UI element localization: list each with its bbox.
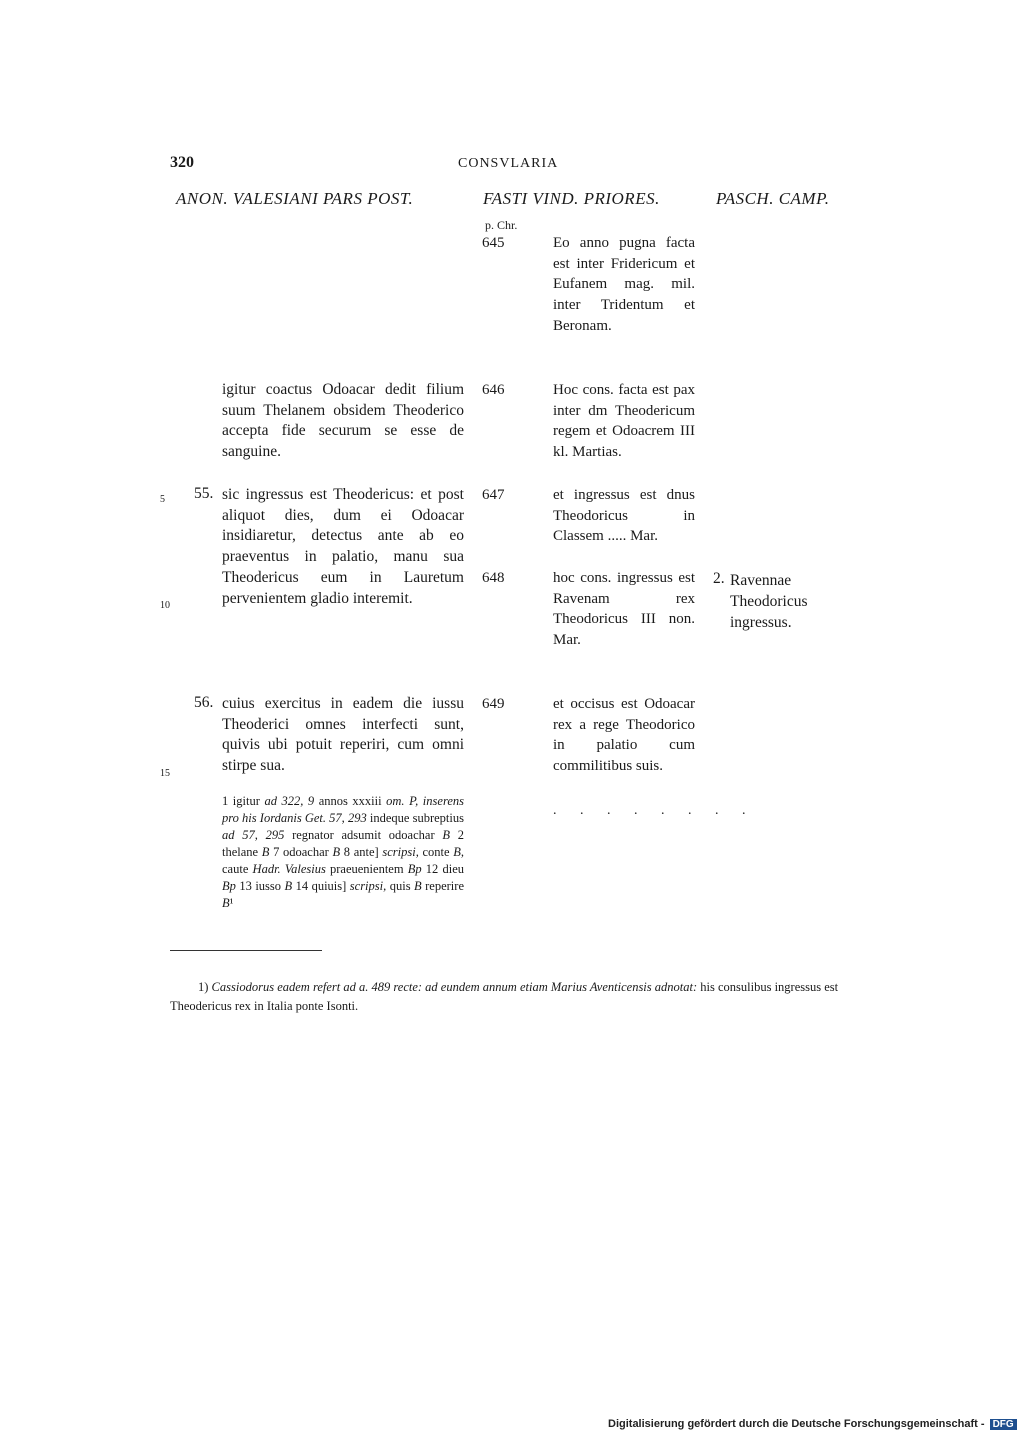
apparatus-segment: quis (386, 879, 415, 893)
anon-paragraph: cuius exercitus in eadem die iussu Theoderici omnes interfecti sunt, quivis ubi potuit reperiri, cum omni stirpe sua. (222, 695, 464, 775)
apparatus-segment: indeque subreptius (366, 811, 464, 825)
apparatus-segment: ad 57, 295 (222, 828, 285, 842)
pasch-entry: Ravennae Theodoricus ingressus. (730, 572, 808, 631)
column-head-fasti: FASTI VIND. PRIORES. (483, 189, 660, 208)
fasti-lacuna-dots: . . . . . . . . (553, 803, 756, 818)
footnote (170, 978, 842, 1016)
apparatus-segment: 1 igitur (222, 794, 265, 808)
fasti-entry: Eo anno pugna facta est inter Fridericum et Eufanem mag. mil. inter Tridentum et Beronam. (553, 235, 695, 334)
section-number: 55. (194, 485, 214, 502)
apparatus-segment: regnator adsumit odoachar (284, 828, 443, 842)
apparatus-segment: 12 dieu (421, 862, 465, 876)
line-number: 10 (160, 600, 170, 611)
apparatus-segment: om. P, inserens pro his Iordanis Get. 57, 293 (222, 794, 465, 825)
apparatus-segment: caute (222, 862, 253, 876)
fasti-entry: hoc cons. ingressus est Ravenam rex Theodoricus III non. Mar. (553, 570, 695, 649)
running-title: CONSVLARIA (458, 156, 559, 171)
apparatus-segment: 14 quiuis] (292, 879, 350, 893)
fasti-entry: et ingressus est dnus Theodoricus in Classem ..... Mar. (553, 487, 695, 545)
apparatus-segment: B (442, 828, 450, 842)
apparatus-segment: ¹ (229, 896, 234, 910)
apparatus-segment: B (332, 845, 341, 859)
line-number: 5 (160, 494, 165, 505)
apparatus-segment: B (414, 879, 422, 893)
footnote-segment: 1) (198, 980, 212, 994)
apparatus-segment: Bp (407, 862, 422, 876)
apparatus-segment: B, (453, 845, 464, 859)
fasti-era-label: p. Chr. (485, 218, 518, 232)
anon-paragraph: sic ingressus est Theodericus: et post aliquot dies, dum ei Odoacar insidiaretur, detectus ante ab eo praeventus in palatio, manu sua Theodericus eum in Lauretum pervenientem gladio interemit. (222, 486, 464, 607)
fasti-entry: et occisus est Odoacar rex a rege Theodorico in palatio cum commilitibus suis. (553, 696, 695, 775)
apparatus-segment: Hadr. Valesius (252, 862, 326, 876)
column-head-anon: ANON. VALESIANI PARS POST. (176, 189, 414, 208)
credit-text: Digitalisierung gefördert durch die Deutsche Forschungsgemeinschaft - (608, 1418, 985, 1430)
apparatus-segment: scripsi, (382, 845, 419, 859)
apparatus-segment: 2 thelane (222, 828, 464, 859)
apparatus-segment: B (284, 879, 293, 893)
apparatus-segment: 8 ante] (340, 845, 383, 859)
footnote-rule (170, 950, 322, 951)
fasti-entry: Hoc cons. facta est pax inter dm Theodericum regem et Odoacrem III kl. Martias. (553, 382, 695, 461)
fasti-year: 649 (482, 696, 505, 712)
apparatus-segment: scripsi, (349, 879, 387, 893)
page-number: 320 (170, 154, 194, 171)
apparatus-segment: reperire (421, 879, 464, 893)
apparatus-segment: B (261, 845, 270, 859)
section-number: 56. (194, 694, 214, 711)
apparatus-segment: 13 iusso (235, 879, 285, 893)
critical-apparatus (222, 793, 464, 912)
footnote-segment: his consulibus ingressus est Theodericus rex in Italia ponte Isonti. (170, 980, 839, 1013)
apparatus-segment: conte (418, 845, 454, 859)
apparatus-segment: 7 odoachar (269, 845, 333, 859)
pasch-number: 2. (713, 570, 725, 587)
fasti-year: 647 (482, 487, 505, 503)
line-number: 15 (160, 768, 170, 779)
apparatus-segment: annos xxxiii (314, 794, 387, 808)
anon-paragraph: igitur coactus Odoacar dedit filium suum Thelanem obsidem Theoderico accepta fide securum se esse de sanguine. (222, 381, 464, 461)
digitization-credit (608, 1418, 1017, 1430)
fasti-year: 646 (482, 382, 505, 398)
dfg-logo: DFG (990, 1419, 1017, 1430)
apparatus-segment: Bp (222, 879, 236, 893)
apparatus-segment: ad 322, 9 (264, 794, 315, 808)
footnote-segment: Cassiodorus eadem refert ad a. 489 recte: ad eundem annum etiam Marius Aventicensis adnotat: (211, 980, 698, 994)
fasti-year: 645 (482, 235, 505, 251)
apparatus-segment: praeuenientem (325, 862, 408, 876)
fasti-year: 648 (482, 570, 505, 586)
column-head-pasch: PASCH. CAMP. (716, 189, 830, 208)
apparatus-segment: B (222, 896, 230, 910)
